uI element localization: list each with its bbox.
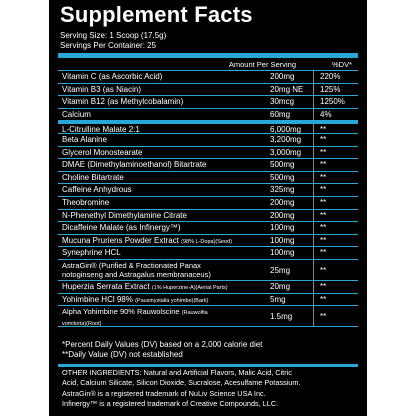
ingredient-name: [62, 96, 183, 108]
ingredient-name: [62, 197, 109, 209]
table-row: [58, 109, 358, 122]
column-separator: [313, 197, 314, 210]
panel-title: Supplement Facts: [60, 2, 253, 27]
ingredient-source: (Rauwolfia: [181, 310, 208, 317]
column-separator: [313, 294, 314, 307]
table-row: [58, 147, 358, 160]
ingredient-name-text: Mucuna Pruriens Powder Extract: [62, 235, 179, 245]
daily-value: **: [320, 248, 327, 258]
ingredient-name-text: Caffeine Anhydrous: [62, 185, 132, 195]
daily-value: 1250%: [320, 97, 345, 107]
column-separator: [313, 210, 314, 223]
ingredient-name-text: Vitamin B12 (as Methylcobalamin): [62, 97, 184, 107]
ingredient-name-text: L-Citrulline Malate 2:1: [62, 125, 140, 135]
table-row: [58, 84, 358, 97]
table-row: [58, 96, 358, 109]
ingredient-name: [62, 159, 207, 171]
trademark-infinergy: Infinergy™ is a registered trademark of Creative Compounds, LLC.: [62, 399, 279, 408]
column-header: [58, 59, 358, 70]
table-row: [58, 247, 358, 260]
other-ingredients-divider: [58, 364, 358, 367]
table-row: [58, 184, 358, 197]
ingredient-name: [62, 147, 142, 159]
daily-value: **: [320, 172, 327, 182]
dv-header: %DV*: [331, 60, 352, 69]
amount-per-serving: 20mg NE: [270, 84, 304, 94]
nutrient-table: [58, 71, 358, 327]
table-row: [58, 260, 358, 281]
amount-per-serving: 3,000mg: [270, 147, 302, 157]
column-separator: [313, 96, 314, 109]
daily-value: 125%: [320, 84, 341, 94]
ingredient-name: [62, 71, 162, 83]
column-separator: [313, 260, 314, 281]
ingredient-name-text: AstraGin® (Purified & Fractionated Panax: [62, 260, 201, 270]
ingredient-name: [62, 134, 107, 146]
ingredient-source: (Pausinystalia yohimbe)(Bark): [135, 297, 209, 304]
column-separator: [313, 306, 314, 327]
amount-per-serving: 100mg: [270, 235, 295, 245]
daily-value: **: [320, 210, 327, 220]
ingredient-name-text: Choline Bitartrate: [62, 172, 124, 182]
daily-value: **: [320, 185, 327, 195]
column-separator: [313, 147, 314, 160]
column-separator: [313, 134, 314, 147]
ingredient-name-continued: vomitoria)(Root): [62, 321, 102, 328]
amount-per-serving: 200mg: [270, 72, 295, 81]
amount-per-serving: 1.5mg: [270, 312, 293, 322]
daily-value: **: [320, 134, 327, 144]
ingredient-name-text: Vitamin B3 (as Niacin): [62, 84, 141, 94]
serving-size: Serving Size: 1 Scoop (17.5g): [60, 31, 167, 40]
table-row: [58, 121, 358, 134]
daily-value: **: [320, 147, 327, 157]
ingredient-name: [62, 294, 208, 307]
column-separator: [313, 235, 314, 248]
ingredient-name-text: N-Phenethyl Dimethylamine Citrate: [62, 210, 187, 220]
ingredient-name: [62, 109, 91, 121]
ingredient-name-continued: notoginseng and Astragalus membranaceus): [62, 269, 211, 279]
table-row: [58, 159, 358, 172]
amount-per-serving: 325mg: [270, 185, 295, 195]
ingredient-name-text: Yohimbine HCl 98%: [62, 294, 133, 304]
ingredient-name: [62, 307, 208, 329]
daily-value: **: [320, 281, 327, 291]
amount-per-serving: 25mg: [270, 265, 291, 275]
footnote-not-established: **Daily Value (DV) not established: [62, 350, 183, 359]
daily-value: 4%: [320, 109, 332, 119]
ingredient-name: [62, 247, 121, 259]
amount-header: Amount Per Serving: [228, 60, 296, 69]
ingredient-name-text: Vitamin C (as Ascorbic Acid): [62, 72, 163, 81]
trademark-astragin: AstraGin® is a registered trademark of NuLiv Science USA Inc.: [62, 389, 266, 398]
daily-value: **: [320, 265, 327, 275]
ingredient-name-text: Beta Alanine: [62, 134, 107, 144]
daily-value: 220%: [320, 72, 341, 81]
daily-value: **: [320, 312, 327, 322]
table-row: [58, 197, 358, 210]
daily-value: **: [320, 125, 327, 135]
ingredient-source: (1% Huperzine-A)(Aerial Parts): [151, 284, 228, 291]
daily-value: **: [320, 294, 327, 304]
supplement-facts-panel: [49, 0, 367, 416]
ingredient-name-text: Alpha Yohimbine 90% Rauwolscine: [62, 307, 180, 317]
header-divider: [58, 53, 358, 58]
ingredient-name: [62, 184, 132, 196]
ingredient-name: [62, 281, 228, 294]
table-row: [58, 222, 358, 235]
amount-per-serving: 100mg: [270, 223, 295, 233]
amount-per-serving: 20mg: [270, 281, 291, 291]
amount-per-serving: 6,000mg: [270, 125, 302, 135]
amount-per-serving: 30mcg: [270, 97, 295, 107]
ingredient-name: [62, 222, 181, 234]
column-separator: [313, 281, 314, 294]
column-separator: [313, 247, 314, 260]
column-separator: [313, 159, 314, 172]
table-row: [58, 281, 358, 294]
ingredient-name: [62, 84, 141, 96]
column-separator: [313, 109, 314, 122]
amount-per-serving: 60mg: [270, 109, 291, 119]
ingredient-name-text: Theobromine: [62, 197, 110, 207]
ingredient-name: [62, 172, 124, 184]
amount-per-serving: 500mg: [270, 160, 295, 170]
other-ingredients-line-1: OTHER INGREDIENTS: Natural and Artificial Flavors, Malic Acid, Citric: [62, 368, 292, 377]
footnote-dv: *Percent Daily Values (DV) based on a 2,000 calorie diet: [62, 340, 263, 349]
daily-value: **: [320, 235, 327, 245]
table-row: [58, 71, 358, 84]
column-separator: [313, 172, 314, 185]
table-row: [58, 172, 358, 185]
column-separator: [313, 184, 314, 197]
amount-per-serving: 500mg: [270, 172, 295, 182]
ingredient-name-text: DMAE (Dimethylaminoethanol) Bitartrate: [62, 160, 207, 170]
table-row: [58, 235, 358, 248]
daily-value: **: [320, 197, 327, 207]
ingredient-name: [62, 210, 187, 222]
amount-per-serving: 200mg: [270, 197, 295, 207]
amount-per-serving: 5mg: [270, 294, 286, 304]
column-separator: [313, 71, 314, 84]
table-row: [58, 306, 358, 327]
daily-value: **: [320, 160, 327, 170]
ingredient-source: (98% L-Dopa)(Seed): [181, 238, 232, 245]
column-separator: [313, 222, 314, 235]
daily-value: **: [320, 223, 327, 233]
ingredient-name: [62, 235, 232, 248]
servings-per-container: Servings Per Container: 25: [60, 41, 157, 50]
ingredient-name-text: Dicaffeine Malate (as Infinergy™): [62, 223, 181, 233]
table-row: [58, 134, 358, 147]
ingredient-name-text: Synephrine HCL: [62, 248, 121, 258]
ingredient-name: [62, 261, 211, 279]
table-row: [58, 294, 358, 307]
amount-per-serving: 100mg: [270, 248, 295, 258]
column-separator: [313, 84, 314, 97]
ingredient-name-text: Glycerol Monostearate: [62, 147, 143, 157]
table-row: [58, 210, 358, 223]
other-ingredients-line-2: Acid, Calcium Silicate, Silicon Dioxide, Sucralose, Acesulfame Potassium.: [62, 378, 301, 387]
amount-per-serving: 3,200mg: [270, 134, 302, 144]
ingredient-name-text: Huperzia Serrata Extract: [62, 281, 150, 291]
amount-per-serving: 200mg: [270, 210, 295, 220]
ingredient-name-text: Calcium: [62, 109, 91, 119]
column-separator: [313, 124, 314, 134]
